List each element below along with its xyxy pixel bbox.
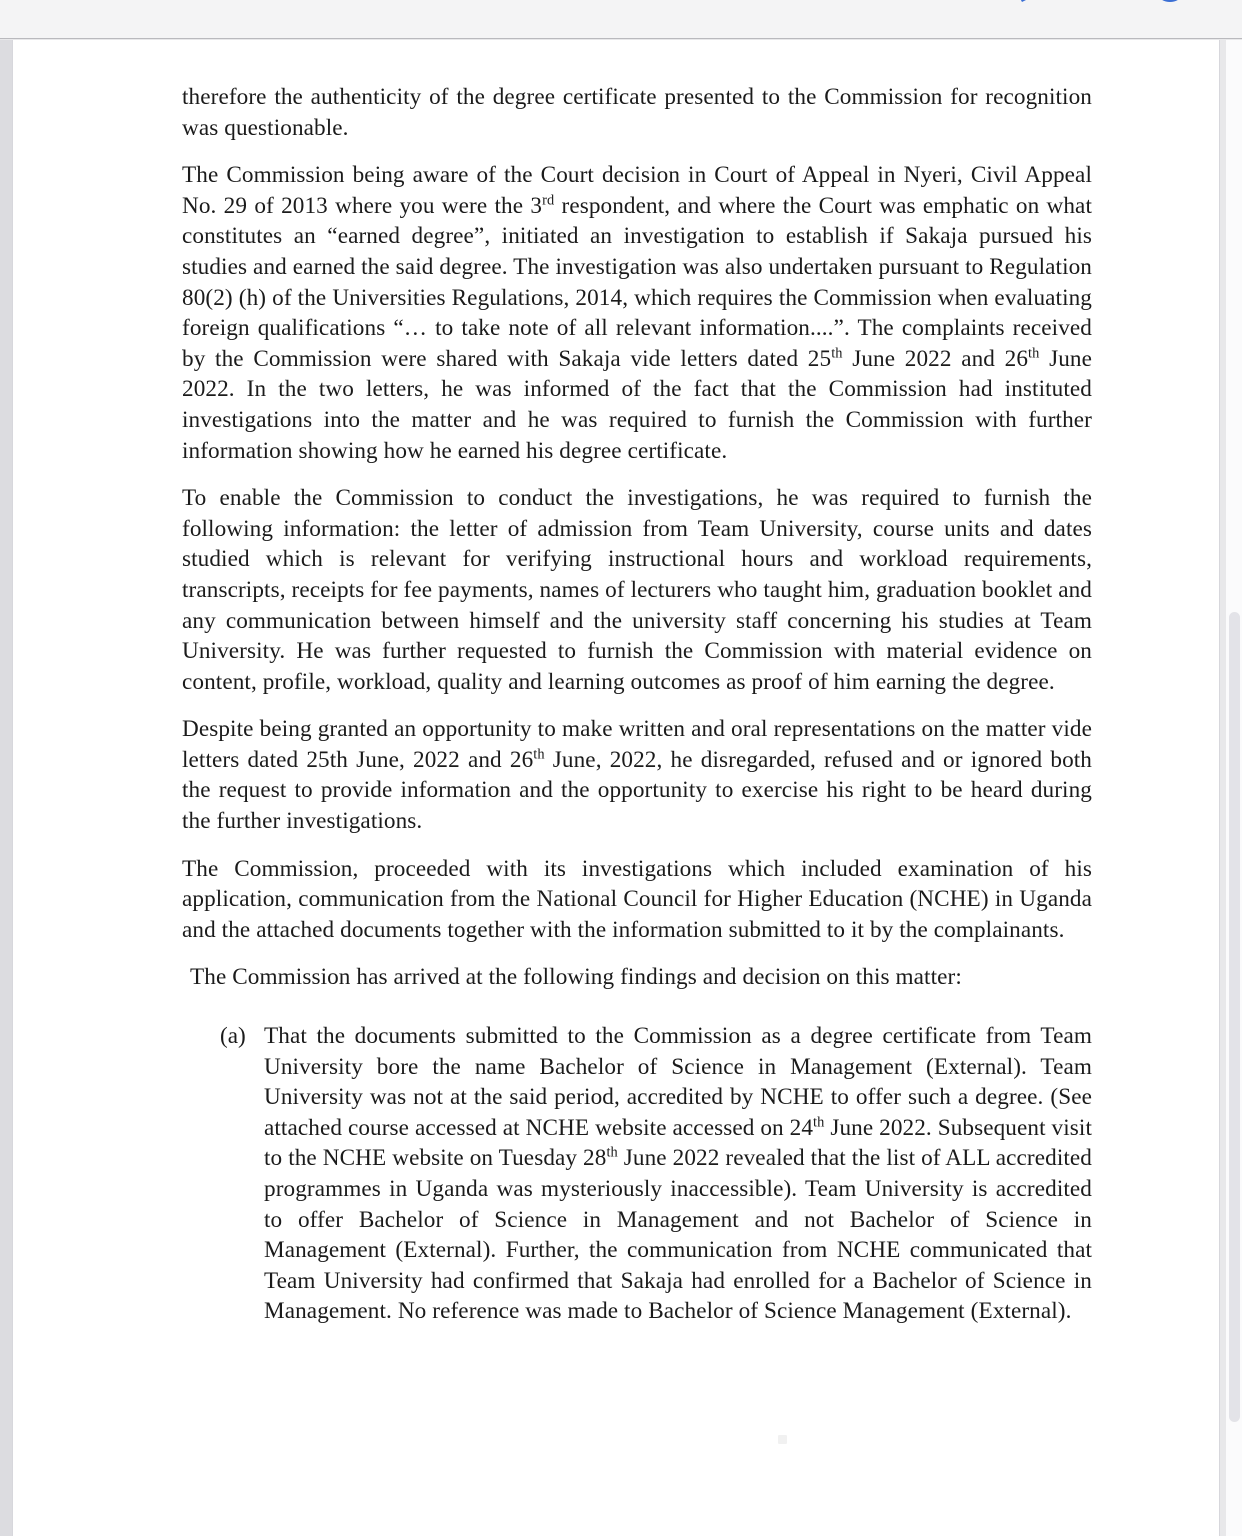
document-page <box>12 40 1220 1536</box>
circle-record-icon[interactable] <box>1150 0 1190 12</box>
document-paragraph: The Commission has arrived at the following findings and decision on this matter: <box>190 964 962 991</box>
lettered-list <box>182 1021 1092 1327</box>
page-artifact-mark <box>778 1435 787 1444</box>
app-chrome-bar <box>0 0 1242 39</box>
cursor-pointer-icon[interactable] <box>1000 0 1040 12</box>
ordinal-superscript: th <box>831 345 843 362</box>
document-paragraph: therefore the authenticity of the degree certificate presented to the Commission for recognition was questionable. <box>182 84 1092 141</box>
document-body <box>182 82 1092 1327</box>
document-paragraph: The Commission, proceeded with its investigations which included examination of his application, communication from the National Council for Higher Education (NCHE) in Uganda and the attached documents together with the information submitted to it by the complainants. <box>182 855 1092 943</box>
vertical-scrollbar-thumb[interactable] <box>1229 612 1240 1422</box>
list-item-marker: (a) <box>220 1023 246 1050</box>
page-left-gutter <box>0 40 12 1536</box>
ordinal-superscript: th <box>533 746 545 763</box>
document-paragraph: The Commission being aware of the Court decision in Court of Appeal in Nyeri, Civil Appeal No. 29 of 2013 where you were the 3rd respondent, and where the Court was emphatic on what constitutes an “earned degree”, initiated an investigation to establish if Sakaja pursued his studies and earned the said degree. The investigation was also undertaken pursuant to Regulation 80(2) (h) of the Universities Regulations, 2014, which requires the Commission when evaluating foreign qualifications “… to take note of all relevant information....”. The complaints received by the Commission were shared with Sakaja vide letters dated 25th June 2022 and 26th June 2022. In the two letters, he was informed of the fact that the Commission had instituted investigations into the matter and he was required to furnish the Commission with further information showing how he earned his degree certificate. <box>182 162 1092 464</box>
list-item-text: That the documents submitted to the Commission as a degree certificate from Team University bore the name Bachelor of Science in Management (External). Team University was not at the said period, accredited by NCHE to offer such a degree. (See attached course accessed at NCHE website accessed on 24th June 2022. Subsequent visit to the NCHE website on Tuesday 28th June 2022 revealed that the list of ALL accredited programmes in Uganda was mysteriously inaccessible). Team University is accredited to offer Bachelor of Science in Management and not Bachelor of Science in Management (External). Further, the communication from NCHE communicated that Team University had confirmed that Sakaja had enrolled for a Bachelor of Science in Management. No reference was made to Bachelor of Science Management (External). <box>264 1023 1092 1325</box>
vertical-scrollbar-track[interactable] <box>1226 40 1242 1536</box>
paragraph-list <box>182 82 1092 993</box>
list-item <box>220 1021 1092 1327</box>
document-paragraph: To enable the Commission to conduct the investigations, he was required to furnish the following information: the letter of admission from Team University, course units and dates studied which is relevant for verifying instructional hours and workload requirements, transcripts, receipts for fee payments, names of lecturers who taught him, graduation booklet and any communication between himself and the university staff concerning his studies at Team University. He was further requested to furnish the Commission with material evidence on content, profile, workload, quality and learning outcomes as proof of him earning the degree. <box>182 485 1092 695</box>
ordinal-superscript: th <box>606 1144 618 1161</box>
ordinal-superscript: th <box>813 1114 825 1131</box>
ordinal-superscript: th <box>1028 345 1040 362</box>
chrome-icon-group <box>1000 0 1190 12</box>
ordinal-superscript: rd <box>542 192 555 209</box>
document-paragraph: Despite being granted an opportunity to make written and oral representations on the matter vide letters dated 25th June, 2022 and 26th June, 2022, he disregarded, refused and or ignored both the request to provide information and the opportunity to exercise his right to be heard during the further investigations. <box>182 716 1092 835</box>
